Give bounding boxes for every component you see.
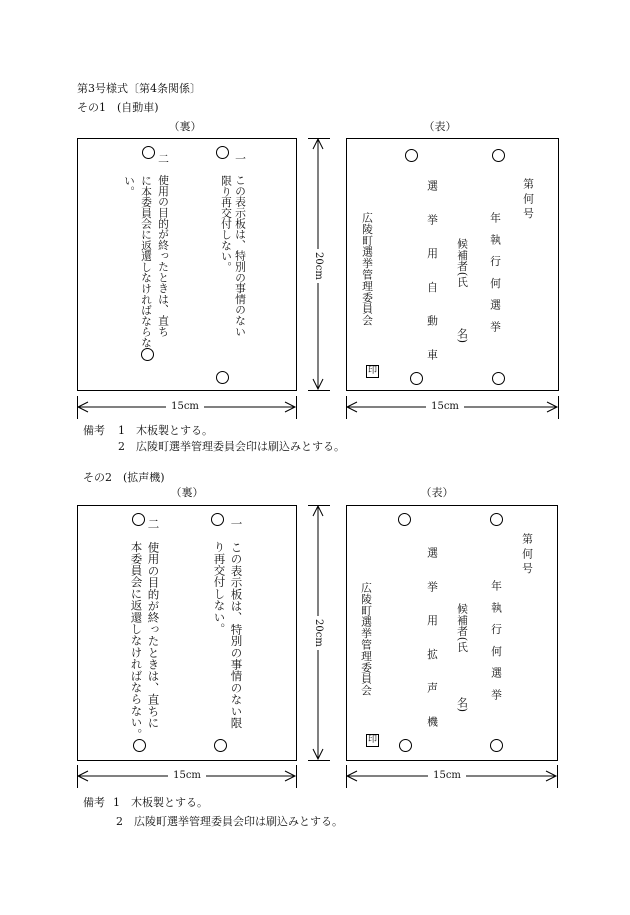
s2-back-board xyxy=(77,505,297,761)
s1-note-1: 1 木板製とする。 xyxy=(118,424,213,437)
s2-back-clause-1-line-2: り再交付しない。 xyxy=(212,541,227,635)
s2-notes-label: 備考 xyxy=(83,796,105,809)
s2-back-width-label: 15cm xyxy=(168,769,206,783)
s1-heading: その1 (自動車) xyxy=(77,101,159,114)
s1-front-usage: 選挙用自動車 xyxy=(426,180,439,383)
s2-note-2: 2 広陵町選挙管理委員会印は刷込みとする。 xyxy=(116,815,343,828)
s2-back-clause-2-line-2: 本委員会に返還しなければならない。 xyxy=(129,541,144,740)
s1-back-hole-bottom-left xyxy=(141,348,154,361)
s1-back-width-label: 15cm xyxy=(166,400,204,414)
s1-front-hole-bottom-left xyxy=(410,372,423,385)
s1-height-label: 20cm xyxy=(312,249,324,283)
form-title: 第3号様式〔第4条関係〕 xyxy=(77,82,201,95)
s1-front-candidate-end: 名) xyxy=(456,328,469,344)
s2-back-label: （裏） xyxy=(170,486,204,499)
s1-back-clause-1-line-1: 一 この表示板は、特別の事情のない xyxy=(234,153,247,337)
s2-front-election: 年執行何選挙 xyxy=(490,580,503,711)
s2-front-hole-top-right xyxy=(490,513,503,526)
s2-note-1: 1 木板製とする。 xyxy=(113,796,208,809)
s1-back-hole-top-left xyxy=(142,146,155,159)
s1-notes-label: 備考 xyxy=(83,424,105,437)
s1-front-hole-top-right xyxy=(492,149,505,162)
s2-back-hole-top-right xyxy=(211,513,224,526)
s2-back-hole-bottom-left xyxy=(133,739,146,752)
s2-back-hole-top-left xyxy=(132,513,145,526)
s2-front-candidate-end: 名) xyxy=(456,697,469,713)
s1-front-width-label: 15cm xyxy=(426,400,464,414)
s1-front-board xyxy=(346,138,559,391)
s2-front-candidate-start: 候補者(氏 xyxy=(456,603,469,653)
s2-front-hole-bottom-right xyxy=(490,739,503,752)
s1-back-clause-1-line-2: 限り再交付しない。 xyxy=(220,175,233,273)
s1-front-label: （表） xyxy=(423,120,457,133)
s1-back-clause-2-line-1: 二 使用の目的が終ったときは、直ち xyxy=(157,153,170,337)
s2-front-seal-box: 印 xyxy=(367,735,377,745)
s1-back-hole-top-right xyxy=(216,146,229,159)
s1-front-election: 年執行何選挙 xyxy=(489,212,502,343)
s1-back-clause-2-line-2: に本委員会に返還しなければならな xyxy=(140,175,153,348)
s2-front-hole-top-left xyxy=(398,513,411,526)
s1-front-committee: 広陵町選挙管理委員会 xyxy=(361,212,374,326)
s1-back-clause-2-line-3: い。 xyxy=(123,175,136,197)
s1-back-label: （裏） xyxy=(168,120,202,133)
s1-front-candidate-start: 候補者(氏 xyxy=(456,238,469,288)
s1-front-number: 第何号 xyxy=(522,178,535,223)
s2-front-label: （表） xyxy=(420,486,454,499)
s2-front-hole-bottom-left xyxy=(399,739,412,752)
s2-back-hole-bottom-right xyxy=(214,739,227,752)
s1-front-hole-bottom-right xyxy=(492,372,505,385)
s2-front-width-label: 15cm xyxy=(428,769,466,783)
s2-height-label: 20cm xyxy=(312,616,324,650)
s1-note-2: 2 広陵町選挙管理委員会印は刷込みとする。 xyxy=(118,440,345,453)
s2-back-clause-2-line-1: 二 使用の目的が終ったときは、直ちに xyxy=(146,518,161,729)
s2-front-number: 第何号 xyxy=(521,533,534,578)
s1-front-seal-box: 印 xyxy=(367,366,377,376)
s2-heading: その2 (拡声機) xyxy=(83,471,165,484)
s1-front-hole-top-left xyxy=(405,149,418,162)
s2-back-clause-1-line-1: 一 この表示板は、特別の事情のない限 xyxy=(229,518,244,729)
s1-back-hole-bottom-right xyxy=(216,371,229,384)
s1-back-board xyxy=(77,138,297,391)
s2-front-usage: 選挙用拡声機 xyxy=(426,547,439,750)
s2-front-committee: 広陵町選挙管理委員会 xyxy=(360,582,373,696)
